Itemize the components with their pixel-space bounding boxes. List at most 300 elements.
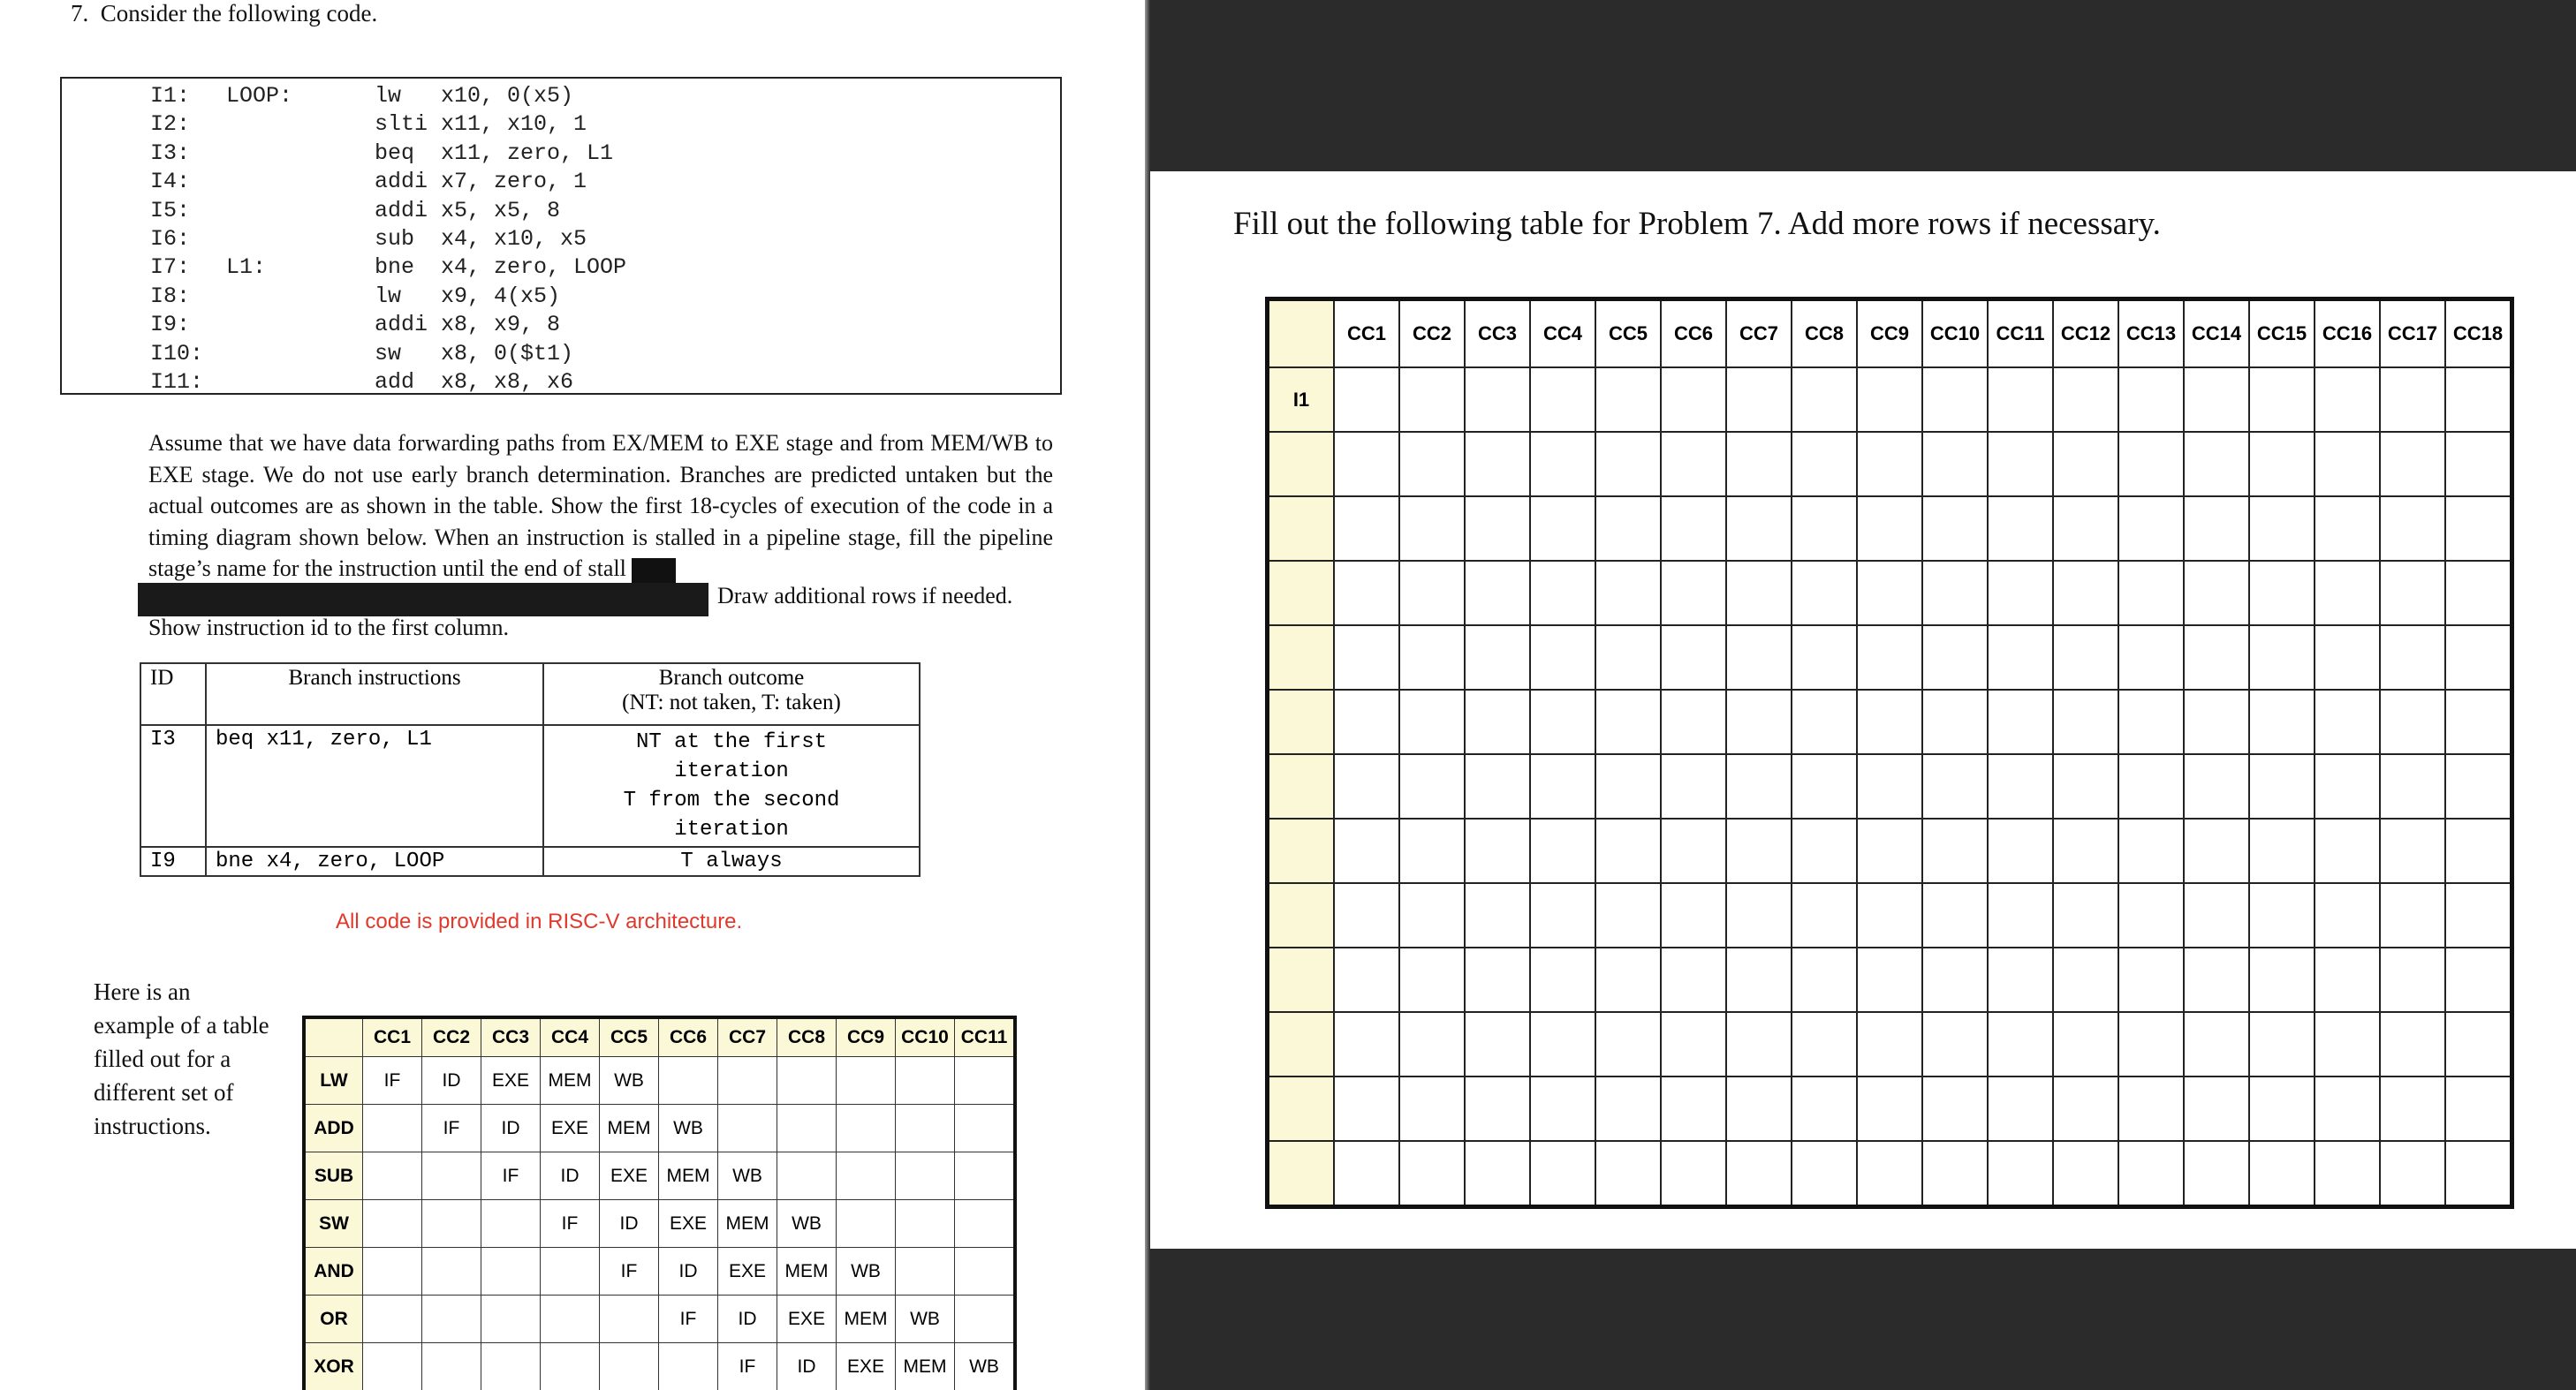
example-column-header: CC8	[777, 1017, 837, 1057]
example-stage-cell: EXE	[600, 1152, 659, 1200]
answer-blank-cell[interactable]	[2184, 496, 2249, 561]
code-line-instruction: beq x11, zero, L1	[375, 140, 614, 166]
answer-blank-cell[interactable]	[1857, 561, 1922, 625]
answer-blank-cell[interactable]	[1857, 496, 1922, 561]
answer-blank-cell[interactable]	[1726, 754, 1792, 819]
answer-blank-cell[interactable]	[2249, 1141, 2315, 1207]
answer-blank-cell[interactable]	[1334, 1076, 1399, 1141]
answer-blank-cell[interactable]	[1792, 432, 1857, 496]
answer-blank-cell[interactable]	[1334, 883, 1399, 948]
answer-blank-cell[interactable]	[2445, 1141, 2512, 1207]
answer-blank-cell[interactable]	[1661, 1141, 1726, 1207]
answer-blank-cell[interactable]	[1726, 948, 1792, 1012]
answer-blank-cell[interactable]	[2118, 367, 2184, 432]
answer-blank-cell[interactable]	[1595, 948, 1661, 1012]
answer-blank-cell[interactable]	[1334, 1141, 1399, 1207]
answer-blank-cell[interactable]	[1595, 432, 1661, 496]
answer-blank-cell[interactable]	[2249, 690, 2315, 754]
answer-blank-cell[interactable]	[1857, 1076, 1922, 1141]
answer-blank-cell[interactable]	[1530, 367, 1595, 432]
answer-blank-cell[interactable]	[1530, 690, 1595, 754]
answer-blank-cell[interactable]	[2315, 754, 2380, 819]
answer-blank-cell[interactable]	[1988, 754, 2053, 819]
answer-blank-cell[interactable]	[2249, 432, 2315, 496]
example-stage-cell	[541, 1296, 600, 1343]
answer-blank-cell[interactable]	[2053, 1012, 2118, 1076]
answer-blank-cell[interactable]	[2249, 561, 2315, 625]
answer-blank-cell[interactable]	[1922, 432, 1988, 496]
answer-blank-cell[interactable]	[1922, 883, 1988, 948]
code-line-id: I3:	[150, 140, 191, 166]
answer-blank-cell[interactable]	[1726, 432, 1792, 496]
answer-blank-cell[interactable]	[1530, 1012, 1595, 1076]
answer-table-row	[1268, 561, 2512, 625]
answer-blank-cell[interactable]	[1988, 432, 2053, 496]
code-line-instruction: sw x8, 0($t1)	[375, 340, 574, 366]
answer-blank-cell[interactable]	[1399, 625, 1465, 690]
answer-blank-cell[interactable]	[1465, 1076, 1530, 1141]
example-stage-cell	[718, 1057, 777, 1105]
answer-blank-cell[interactable]	[1792, 1012, 1857, 1076]
answer-blank-cell[interactable]	[1334, 690, 1399, 754]
code-line-id: I1:	[150, 83, 191, 109]
answer-blank-cell[interactable]	[1399, 948, 1465, 1012]
code-line-instruction: addi x8, x9, 8	[375, 312, 561, 338]
branch-header-instr: Branch instructions	[206, 663, 543, 725]
answer-blank-cell[interactable]	[1530, 561, 1595, 625]
answer-blank-cell[interactable]	[1922, 690, 1988, 754]
answer-blank-cell[interactable]	[1988, 1076, 2053, 1141]
answer-blank-cell[interactable]	[1334, 367, 1399, 432]
answer-blank-cell[interactable]	[2118, 819, 2184, 883]
answer-blank-cell[interactable]	[2315, 1012, 2380, 1076]
example-stage-cell: WB	[718, 1152, 777, 1200]
answer-blank-cell[interactable]	[1792, 625, 1857, 690]
answer-row-header[interactable]	[1268, 432, 1335, 496]
answer-blank-cell[interactable]	[2053, 496, 2118, 561]
answer-blank-cell[interactable]	[1857, 625, 1922, 690]
example-stage-cell	[837, 1105, 896, 1152]
answer-blank-cell[interactable]	[2445, 948, 2512, 1012]
answer-corner-cell	[1268, 299, 1335, 368]
answer-blank-cell[interactable]	[2184, 367, 2249, 432]
answer-blank-cell[interactable]	[1857, 367, 1922, 432]
answer-blank-cell[interactable]	[1792, 561, 1857, 625]
example-stage-cell: MEM	[541, 1057, 600, 1105]
answer-row-header[interactable]	[1268, 625, 1335, 690]
answer-blank-cell[interactable]	[2118, 1076, 2184, 1141]
answer-blank-cell[interactable]	[2380, 883, 2445, 948]
answer-row-header[interactable]	[1268, 496, 1335, 561]
answer-blank-cell[interactable]	[2184, 819, 2249, 883]
answer-blank-cell[interactable]	[1595, 883, 1661, 948]
answer-blank-cell[interactable]	[1922, 1012, 1988, 1076]
answer-blank-cell[interactable]	[2118, 1012, 2184, 1076]
answer-blank-cell[interactable]	[2315, 561, 2380, 625]
answer-blank-cell[interactable]	[1857, 690, 1922, 754]
answer-blank-cell[interactable]	[2380, 367, 2445, 432]
answer-blank-cell[interactable]	[2053, 883, 2118, 948]
answer-blank-cell[interactable]	[2184, 754, 2249, 819]
answer-blank-cell[interactable]	[1334, 948, 1399, 1012]
answer-blank-cell[interactable]	[2315, 1141, 2380, 1207]
answer-blank-cell[interactable]	[2315, 367, 2380, 432]
answer-blank-cell[interactable]	[2184, 690, 2249, 754]
answer-blank-cell[interactable]	[1399, 690, 1465, 754]
answer-blank-cell[interactable]	[1661, 1012, 1726, 1076]
answer-blank-cell[interactable]	[2445, 690, 2512, 754]
answer-blank-cell[interactable]	[2184, 1141, 2249, 1207]
answer-blank-cell[interactable]	[1530, 625, 1595, 690]
answer-blank-cell[interactable]	[1726, 1076, 1792, 1141]
example-stage-cell	[955, 1200, 1016, 1248]
answer-blank-cell[interactable]	[2380, 432, 2445, 496]
answer-blank-cell[interactable]	[1792, 690, 1857, 754]
answer-blank-cell[interactable]	[1530, 432, 1595, 496]
answer-blank-cell[interactable]	[1595, 1076, 1661, 1141]
answer-row-header[interactable]	[1268, 561, 1335, 625]
answer-blank-cell[interactable]	[1726, 367, 1792, 432]
example-stage-cell: ID	[600, 1200, 659, 1248]
example-stage-cell	[481, 1343, 541, 1390]
answer-blank-cell[interactable]	[1595, 1141, 1661, 1207]
answer-blank-cell[interactable]	[2380, 625, 2445, 690]
example-stage-cell: MEM	[659, 1152, 718, 1200]
example-stage-cell: EXE	[837, 1343, 896, 1390]
answer-blank-cell[interactable]	[1792, 367, 1857, 432]
answer-row-header[interactable]	[1268, 948, 1335, 1012]
answer-blank-cell[interactable]	[1988, 1012, 2053, 1076]
example-pipeline-table	[302, 1016, 1017, 1390]
answer-blank-cell[interactable]	[1399, 367, 1465, 432]
answer-blank-cell[interactable]	[1465, 819, 1530, 883]
answer-blank-cell[interactable]	[1792, 1141, 1857, 1207]
answer-blank-cell[interactable]	[1530, 948, 1595, 1012]
answer-blank-cell[interactable]	[1595, 367, 1661, 432]
answer-blank-cell[interactable]	[2053, 367, 2118, 432]
answer-blank-cell[interactable]	[1399, 754, 1465, 819]
answer-blank-cell[interactable]	[1988, 561, 2053, 625]
answer-blank-cell[interactable]	[1661, 432, 1726, 496]
answer-blank-cell[interactable]	[1530, 1141, 1595, 1207]
answer-column-header: CC10	[1922, 299, 1988, 368]
answer-blank-cell[interactable]	[1465, 1141, 1530, 1207]
answer-blank-cell[interactable]	[1661, 948, 1726, 1012]
answer-blank-cell[interactable]	[2380, 754, 2445, 819]
answer-blank-cell[interactable]	[1530, 883, 1595, 948]
answer-blank-cell[interactable]	[1726, 1141, 1792, 1207]
answer-blank-cell[interactable]	[2315, 819, 2380, 883]
answer-blank-cell[interactable]	[1399, 1012, 1465, 1076]
answer-blank-cell[interactable]	[2118, 625, 2184, 690]
example-stage-cell	[422, 1200, 481, 1248]
answer-blank-cell[interactable]	[1726, 690, 1792, 754]
answer-blank-cell[interactable]	[2380, 561, 2445, 625]
answer-blank-cell[interactable]	[2315, 690, 2380, 754]
answer-blank-cell[interactable]	[2184, 883, 2249, 948]
code-line-instruction: slti x11, x10, 1	[375, 111, 587, 138]
answer-blank-cell[interactable]	[1922, 1141, 1988, 1207]
answer-blank-cell[interactable]	[1334, 819, 1399, 883]
answer-blank-cell[interactable]	[1726, 819, 1792, 883]
answer-blank-cell[interactable]	[1988, 819, 2053, 883]
answer-blank-cell[interactable]	[2184, 1076, 2249, 1141]
answer-blank-cell[interactable]	[2118, 1141, 2184, 1207]
answer-blank-cell[interactable]	[2053, 625, 2118, 690]
answer-blank-cell[interactable]	[2184, 948, 2249, 1012]
answer-blank-cell[interactable]	[1922, 561, 1988, 625]
answer-blank-cell[interactable]	[2380, 1076, 2445, 1141]
answer-blank-cell[interactable]	[1595, 496, 1661, 561]
answer-blank-cell[interactable]	[2315, 948, 2380, 1012]
example-table-row	[304, 1248, 1015, 1296]
example-row-header: AND	[304, 1248, 363, 1296]
answer-blank-cell[interactable]	[2315, 1076, 2380, 1141]
example-stage-cell	[363, 1200, 422, 1248]
example-column-header: CC10	[896, 1017, 955, 1057]
answer-blank-cell[interactable]	[1399, 883, 1465, 948]
answer-blank-cell[interactable]	[2118, 561, 2184, 625]
answer-blank-cell[interactable]	[1595, 1012, 1661, 1076]
answer-blank-cell[interactable]	[2249, 1076, 2315, 1141]
answer-column-header: CC7	[1726, 299, 1792, 368]
answer-blank-cell[interactable]	[1465, 754, 1530, 819]
answer-blank-cell[interactable]	[1399, 561, 1465, 625]
answer-blank-cell[interactable]	[2445, 1012, 2512, 1076]
answer-blank-cell[interactable]	[1334, 496, 1399, 561]
answer-blank-cell[interactable]	[2315, 883, 2380, 948]
answer-blank-cell[interactable]	[1792, 496, 1857, 561]
answer-blank-cell[interactable]	[1399, 496, 1465, 561]
answer-blank-cell[interactable]	[1595, 690, 1661, 754]
answer-blank-cell[interactable]	[1661, 625, 1726, 690]
example-column-header: CC11	[955, 1017, 1016, 1057]
answer-blank-cell[interactable]	[2118, 754, 2184, 819]
answer-blank-cell[interactable]	[2380, 496, 2445, 561]
answer-blank-cell[interactable]	[2445, 496, 2512, 561]
example-column-header: CC6	[659, 1017, 718, 1057]
answer-blank-cell[interactable]	[1334, 1012, 1399, 1076]
example-stage-cell: MEM	[600, 1105, 659, 1152]
answer-column-header: CC14	[2184, 299, 2249, 368]
answer-blank-cell[interactable]	[1595, 561, 1661, 625]
example-column-header: CC9	[837, 1017, 896, 1057]
answer-blank-cell[interactable]	[1988, 883, 2053, 948]
answer-blank-cell[interactable]	[1661, 754, 1726, 819]
answer-row-header[interactable]	[1268, 1141, 1335, 1207]
answer-blank-cell[interactable]	[2249, 754, 2315, 819]
answer-row-header[interactable]	[1268, 1012, 1335, 1076]
answer-blank-cell[interactable]	[2445, 625, 2512, 690]
answer-blank-cell[interactable]	[1857, 1012, 1922, 1076]
viewer-background	[1150, 0, 2576, 171]
answer-blank-cell[interactable]	[1465, 1012, 1530, 1076]
answer-blank-cell[interactable]	[1726, 561, 1792, 625]
answer-blank-cell[interactable]	[1792, 883, 1857, 948]
answer-blank-cell[interactable]	[2380, 690, 2445, 754]
answer-blank-cell[interactable]	[2053, 1076, 2118, 1141]
answer-blank-cell[interactable]	[1726, 625, 1792, 690]
answer-blank-cell[interactable]	[1857, 819, 1922, 883]
answer-blank-cell[interactable]	[1661, 496, 1726, 561]
example-stage-cell	[422, 1248, 481, 1296]
answer-blank-cell[interactable]	[2445, 754, 2512, 819]
answer-blank-cell[interactable]	[1661, 367, 1726, 432]
answer-blank-cell[interactable]	[1465, 367, 1530, 432]
answer-table-row	[1268, 948, 2512, 1012]
answer-row-header[interactable]	[1268, 883, 1335, 948]
answer-blank-cell[interactable]	[1661, 690, 1726, 754]
answer-blank-cell[interactable]	[2445, 883, 2512, 948]
answer-blank-cell[interactable]	[1857, 754, 1922, 819]
answer-blank-cell[interactable]	[1922, 1076, 1988, 1141]
answer-blank-cell[interactable]	[2184, 625, 2249, 690]
answer-blank-cell[interactable]	[2053, 690, 2118, 754]
answer-blank-cell[interactable]	[2380, 1141, 2445, 1207]
answer-blank-cell[interactable]	[1465, 561, 1530, 625]
answer-blank-cell[interactable]	[1857, 948, 1922, 1012]
answer-blank-cell[interactable]	[2053, 819, 2118, 883]
answer-blank-cell[interactable]	[1857, 432, 1922, 496]
code-line-id: I11:	[150, 369, 204, 395]
answer-blank-cell[interactable]	[1399, 1141, 1465, 1207]
answer-row-header[interactable]	[1268, 754, 1335, 819]
answer-blank-cell[interactable]	[2249, 1012, 2315, 1076]
answer-blank-cell[interactable]	[2053, 1141, 2118, 1207]
example-stage-cell	[837, 1200, 896, 1248]
answer-blank-cell[interactable]	[2315, 625, 2380, 690]
answer-blank-cell[interactable]	[1922, 496, 1988, 561]
answer-blank-cell[interactable]	[2118, 432, 2184, 496]
answer-blank-cell[interactable]	[1465, 948, 1530, 1012]
answer-column-header: CC13	[2118, 299, 2184, 368]
answer-blank-cell[interactable]	[1988, 625, 2053, 690]
answer-blank-cell[interactable]	[1726, 1012, 1792, 1076]
answer-blank-cell[interactable]	[1530, 819, 1595, 883]
example-stage-cell	[363, 1105, 422, 1152]
answer-blank-cell[interactable]	[2184, 1012, 2249, 1076]
answer-blank-cell[interactable]	[1922, 819, 1988, 883]
answer-blank-cell[interactable]	[2249, 883, 2315, 948]
answer-blank-cell[interactable]	[1988, 948, 2053, 1012]
answer-row-header[interactable]	[1268, 1076, 1335, 1141]
answer-blank-cell[interactable]	[1595, 754, 1661, 819]
answer-blank-cell[interactable]	[2445, 367, 2512, 432]
problem-page	[0, 0, 1145, 1390]
answer-blank-cell[interactable]	[2184, 561, 2249, 625]
answer-blank-cell[interactable]	[1792, 819, 1857, 883]
answer-blank-cell[interactable]	[2445, 561, 2512, 625]
answer-blank-cell[interactable]	[2380, 948, 2445, 1012]
answer-blank-cell[interactable]	[2380, 819, 2445, 883]
answer-blank-cell[interactable]	[1334, 432, 1399, 496]
answer-column-header: CC6	[1661, 299, 1726, 368]
answer-blank-cell[interactable]	[2445, 819, 2512, 883]
answer-blank-cell[interactable]	[1334, 561, 1399, 625]
answer-blank-cell[interactable]	[2249, 367, 2315, 432]
answer-blank-cell[interactable]	[1792, 948, 1857, 1012]
answer-blank-cell[interactable]	[2315, 432, 2380, 496]
answer-blank-cell[interactable]	[2380, 1012, 2445, 1076]
answer-blank-cell[interactable]	[1988, 1141, 2053, 1207]
example-column-header: CC5	[600, 1017, 659, 1057]
answer-blank-cell[interactable]	[2118, 883, 2184, 948]
answer-blank-cell[interactable]	[1661, 883, 1726, 948]
answer-blank-cell[interactable]	[2053, 754, 2118, 819]
answer-blank-cell[interactable]	[1595, 819, 1661, 883]
example-stage-cell: IF	[481, 1152, 541, 1200]
answer-blank-cell[interactable]	[1399, 819, 1465, 883]
answer-blank-cell[interactable]	[2053, 948, 2118, 1012]
answer-blank-cell[interactable]	[2445, 432, 2512, 496]
answer-blank-cell[interactable]	[2249, 819, 2315, 883]
answer-blank-cell[interactable]	[2118, 496, 2184, 561]
answer-row-header[interactable]	[1268, 690, 1335, 754]
answer-row-header[interactable]	[1268, 819, 1335, 883]
answer-blank-cell[interactable]	[1399, 1076, 1465, 1141]
answer-blank-cell[interactable]	[1922, 367, 1988, 432]
example-stage-cell: EXE	[481, 1057, 541, 1105]
answer-blank-cell[interactable]	[1661, 561, 1726, 625]
answer-blank-cell[interactable]	[1792, 754, 1857, 819]
answer-blank-cell[interactable]	[1530, 496, 1595, 561]
answer-blank-cell[interactable]	[1595, 625, 1661, 690]
answer-table-row	[1268, 1141, 2512, 1207]
answer-blank-cell[interactable]	[2053, 561, 2118, 625]
answer-blank-cell[interactable]	[1922, 625, 1988, 690]
answer-blank-cell[interactable]	[1399, 432, 1465, 496]
answer-blank-cell[interactable]	[1988, 690, 2053, 754]
answer-blank-cell[interactable]	[1857, 1141, 1922, 1207]
answer-blank-cell[interactable]	[1857, 883, 1922, 948]
answer-blank-cell[interactable]	[2118, 690, 2184, 754]
example-stage-cell: ID	[541, 1152, 600, 1200]
answer-blank-cell[interactable]	[1465, 883, 1530, 948]
answer-blank-cell[interactable]	[2315, 496, 2380, 561]
example-stage-cell: IF	[600, 1248, 659, 1296]
answer-blank-cell[interactable]	[1465, 690, 1530, 754]
answer-blank-cell[interactable]	[1988, 496, 2053, 561]
example-column-header: CC2	[422, 1017, 481, 1057]
answer-blank-cell[interactable]	[2053, 432, 2118, 496]
answer-blank-cell[interactable]	[2445, 1076, 2512, 1141]
answer-blank-cell[interactable]	[1726, 496, 1792, 561]
answer-blank-cell[interactable]	[1334, 754, 1399, 819]
answer-blank-cell[interactable]	[1465, 625, 1530, 690]
answer-blank-cell[interactable]	[1922, 948, 1988, 1012]
answer-blank-cell[interactable]	[2184, 432, 2249, 496]
answer-row-header[interactable]: I1	[1268, 367, 1335, 432]
answer-blank-cell[interactable]	[2249, 625, 2315, 690]
answer-blank-cell[interactable]	[1334, 625, 1399, 690]
branch-row-instr: bne x4, zero, LOOP	[206, 847, 543, 876]
answer-blank-cell[interactable]	[1465, 432, 1530, 496]
answer-blank-cell[interactable]	[1530, 1076, 1595, 1141]
answer-blank-cell[interactable]	[1792, 1076, 1857, 1141]
answer-blank-cell[interactable]	[2249, 948, 2315, 1012]
example-stage-cell	[363, 1152, 422, 1200]
answer-blank-cell[interactable]	[1530, 754, 1595, 819]
answer-blank-cell[interactable]	[2249, 496, 2315, 561]
answer-blank-cell[interactable]	[1465, 496, 1530, 561]
answer-blank-cell[interactable]	[1661, 819, 1726, 883]
branch-row-outcome: NT at the first iteration T from the second iteration	[543, 725, 920, 847]
answer-blank-cell[interactable]	[1988, 367, 2053, 432]
answer-blank-cell[interactable]	[1726, 883, 1792, 948]
answer-blank-cell[interactable]	[1661, 1076, 1726, 1141]
answer-blank-cell[interactable]	[1922, 754, 1988, 819]
answer-blank-cell[interactable]	[2118, 948, 2184, 1012]
